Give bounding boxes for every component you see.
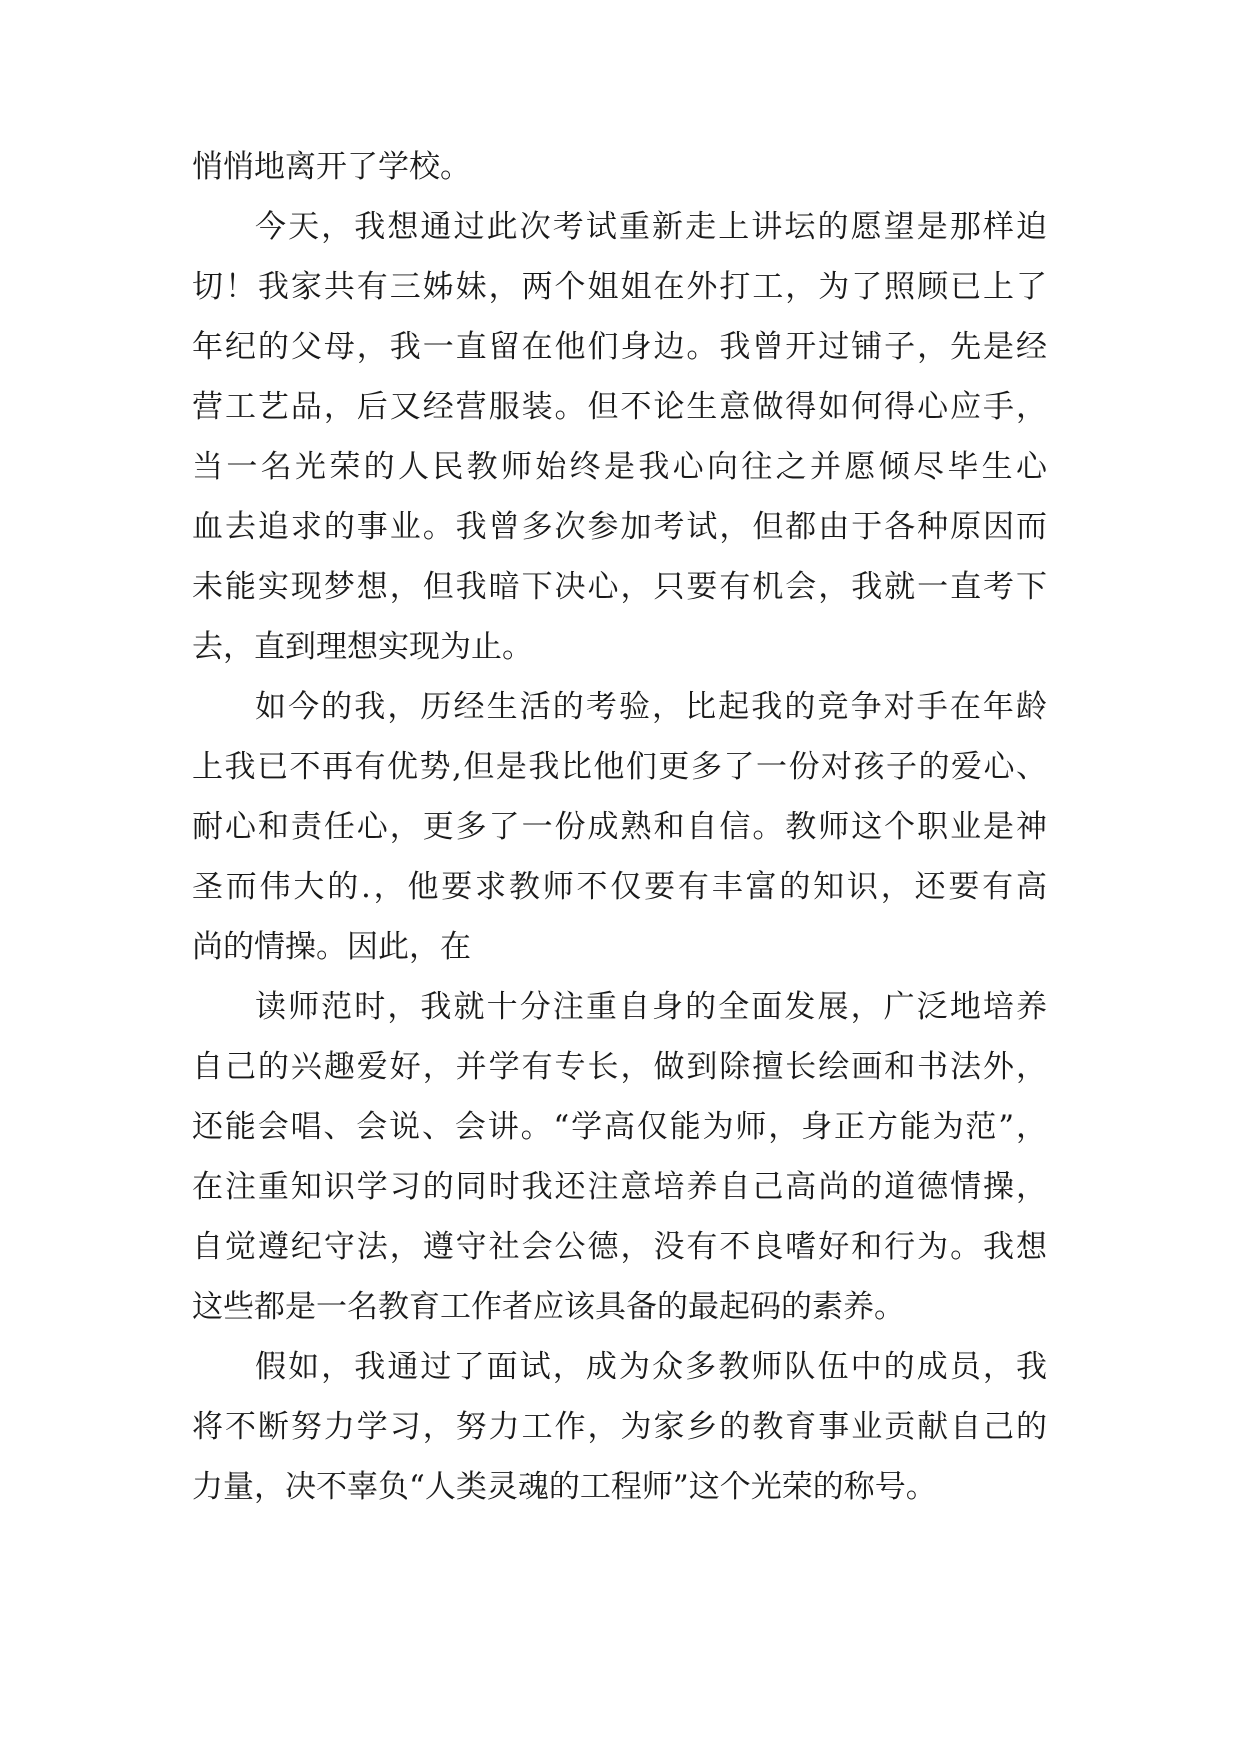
text-line: 年纪的父母，我一直留在他们身边。我曾开过铺子，先是经 [192,329,1047,365]
text-line: 这些都是一名教育工作者应该具备的最起码的素养。 [192,1289,905,1325]
text-line: 耐心和责任心，更多了一份成熟和自信。教师这个职业是神 [192,809,1047,845]
paragraph-start-line: 假如，我通过了面试，成为众多教师队伍中的成员，我 [255,1349,1047,1385]
text-line: 营工艺品，后又经营服装。但不论生意做得如何得心应手， [192,389,1047,425]
text-line: 自己的兴趣爱好，并学有专长，做到除擅长绘画和书法外， [192,1049,1047,1085]
paragraph-start-line: 如今的我，历经生活的考验，比起我的竞争对手在年龄 [255,689,1047,725]
text-line: 自觉遵纪守法，遵守社会公德，没有不良嗜好和行为。我想 [192,1229,1047,1265]
text-line: 在注重知识学习的同时我还注意培养自己高尚的道德情操， [192,1169,1047,1205]
text-line: 悄悄地离开了学校。 [192,149,471,185]
text-line: 上我已不再有优势,但是我比他们更多了一份对孩子的爱心、 [192,749,1047,785]
text-line: 去，直到理想实现为止。 [192,629,533,665]
text-line: 未能实现梦想，但我暗下决心，只要有机会，我就一直考下 [192,569,1047,605]
text-line: 圣而伟大的.，他要求教师不仅要有丰富的知识，还要有高 [192,869,1047,905]
text-line: 切！我家共有三姊妹，两个姐姐在外打工，为了照顾已上了 [192,269,1047,305]
paragraph-start-line: 读师范时，我就十分注重自身的全面发展，广泛地培养 [255,989,1047,1025]
text-line: 还能会唱、会说、会讲。“学高仅能为师，身正方能为范”， [192,1109,1047,1145]
text-line: 尚的情操。因此，在 [192,929,471,965]
text-line: 当一名光荣的人民教师始终是我心向往之并愿倾尽毕生心 [192,449,1047,485]
text-line: 力量，决不辜负“人类灵魂的工程师”这个光荣的称号。 [192,1469,937,1505]
text-line: 血去追求的事业。我曾多次参加考试，但都由于各种原因而 [192,509,1047,545]
paragraph-start-line: 今天，我想通过此次考试重新走上讲坛的愿望是那样迫 [255,209,1047,245]
text-line: 将不断努力学习，努力工作，为家乡的教育事业贡献自己的 [192,1409,1047,1445]
